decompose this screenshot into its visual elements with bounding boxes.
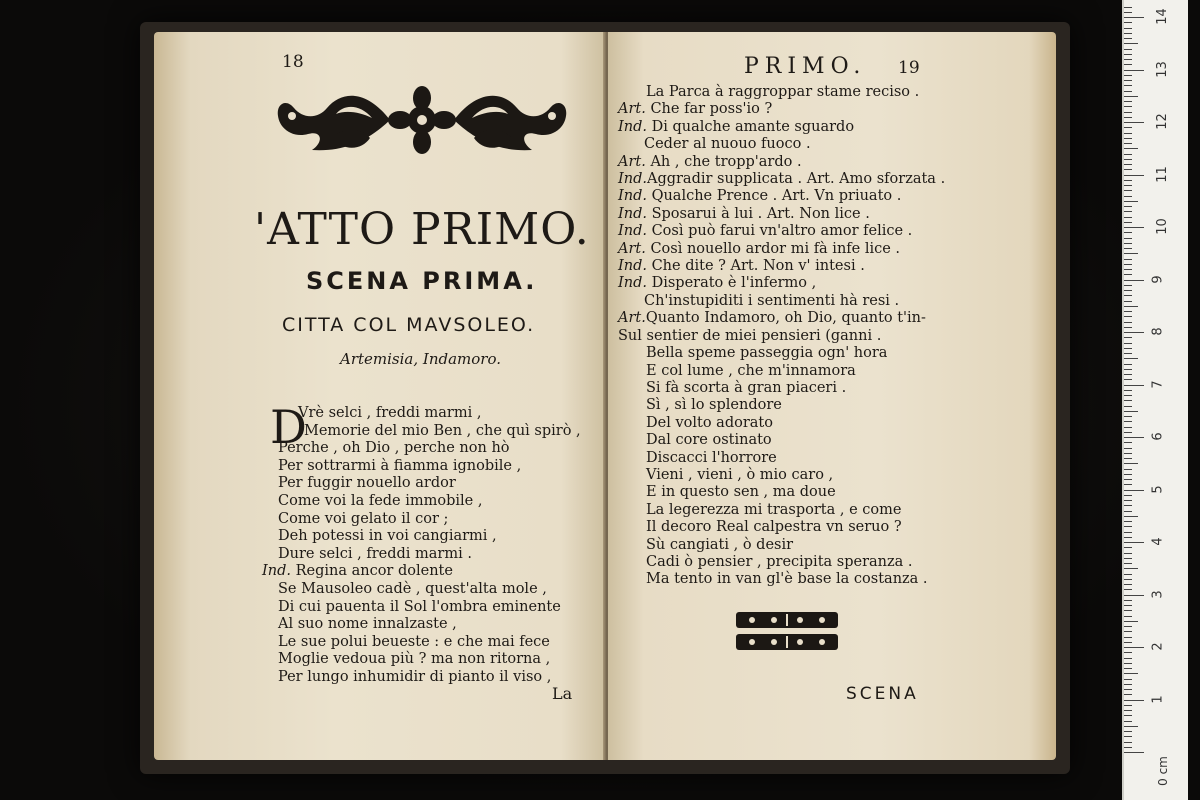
ruler-tick xyxy=(1124,469,1132,470)
ruler-tick xyxy=(1124,306,1138,307)
dialogue-line: Sì , sì lo splendore xyxy=(646,397,782,414)
ruler-tick xyxy=(1124,626,1132,627)
ruler-tick xyxy=(1124,22,1132,23)
ruler-tick xyxy=(1124,484,1132,485)
verse-line: Al suo nome innalzaste , xyxy=(278,616,457,633)
ruler-tick xyxy=(1124,7,1132,8)
dialogue-line: Ind.Aggradir supplicata . Art. Amo sforzata . xyxy=(618,171,946,188)
ruler-number: 7 xyxy=(1150,379,1166,389)
ruler-tick xyxy=(1124,196,1132,197)
ruler-tick xyxy=(1124,379,1132,380)
ruler-number: 4 xyxy=(1150,537,1166,546)
ruler-tick xyxy=(1124,679,1132,680)
ruler-tick xyxy=(1124,290,1132,291)
dialogue-line: Il decoro Real calpestra vn seruo ? xyxy=(646,519,902,536)
open-book xyxy=(140,22,1070,774)
ruler-tick xyxy=(1124,616,1132,617)
dialogue-line: Ch'instupiditi i sentimenti hà resi . xyxy=(644,292,900,309)
ruler-tick xyxy=(1124,274,1132,275)
dialogue-line: Art. Ah , che tropp'ardo . xyxy=(618,153,802,170)
ruler-tick xyxy=(1124,374,1132,375)
dialogue-line: Ind. Disperato è l'infermo , xyxy=(618,275,817,292)
ruler-tick xyxy=(1124,547,1132,548)
ruler-tick xyxy=(1124,222,1132,223)
ruler-tick xyxy=(1124,427,1132,428)
verse-line: Come voi la fede immobile , xyxy=(278,492,483,509)
ruler-number: 13 xyxy=(1154,60,1170,78)
ruler-tick xyxy=(1124,96,1138,97)
ruler-number: 1 xyxy=(1150,694,1166,704)
ruler-tick xyxy=(1124,85,1132,86)
ruler-tick xyxy=(1124,159,1132,160)
ruler-tick xyxy=(1124,185,1132,186)
ruler-tick xyxy=(1124,521,1132,522)
ruler-tick xyxy=(1124,652,1132,653)
right-catchword: SCENA xyxy=(846,684,919,704)
ruler-tick xyxy=(1124,17,1144,18)
ruler-tick xyxy=(1124,38,1132,39)
ruler-tick xyxy=(1124,243,1132,244)
ruler-tick xyxy=(1124,663,1132,664)
verse-line: Per sottrarmi à fiamma ignobile , xyxy=(278,457,522,474)
ruler-tick xyxy=(1124,12,1132,13)
verse-line: Deh potessi in voi cangiarmi , xyxy=(278,528,497,545)
ruler-tick xyxy=(1124,621,1138,622)
verse-line: Ind. Regina ancor dolente xyxy=(262,563,453,580)
ruler-tick xyxy=(1124,474,1132,475)
ruler-tick xyxy=(1124,442,1132,443)
verse-line: Per lungo inhumidir di pianto il viso , xyxy=(278,668,552,685)
ruler-tick xyxy=(1124,605,1132,606)
ruler-tick xyxy=(1124,579,1132,580)
ruler-tick xyxy=(1124,59,1132,60)
ruler-tick xyxy=(1124,295,1132,296)
dialogue-line: Si fà scorta à gran piaceri . xyxy=(646,379,847,396)
ruler-tick xyxy=(1124,610,1132,611)
ruler-tick xyxy=(1124,736,1132,737)
ruler-tick xyxy=(1124,495,1132,496)
ruler-tick xyxy=(1124,390,1132,391)
verse-line: Perche , oh Dio , perche non hò xyxy=(278,440,510,457)
ruler-tick xyxy=(1124,642,1132,643)
ruler-tick xyxy=(1124,337,1132,338)
ruler-tick xyxy=(1124,463,1138,464)
dialogue-line: Ind. Qualche Prence . Art. Vn priuato . xyxy=(618,188,902,205)
ruler-tick xyxy=(1124,563,1132,564)
ruler-tick xyxy=(1124,54,1132,55)
ruler-tick xyxy=(1124,358,1138,359)
dialogue-line: Ind. Così può farui vn'altro amor felice . xyxy=(618,223,913,240)
ruler-tick xyxy=(1124,211,1132,212)
verse-line: Dure selci , freddi marmi . xyxy=(278,545,472,562)
ruler-tick xyxy=(1124,285,1132,286)
act-title: 'ATTO PRIMO. xyxy=(254,204,590,255)
dialogue-line: Dal core ostinato xyxy=(646,432,772,449)
ruler-tick xyxy=(1124,75,1132,76)
ruler-tick xyxy=(1124,175,1144,176)
ruler-tick xyxy=(1124,558,1132,559)
ruler-tick xyxy=(1124,201,1138,202)
ruler-tick xyxy=(1124,574,1132,575)
ruler-tick xyxy=(1124,353,1132,354)
scene-setting: CITTA COL MAVSOLEO. xyxy=(282,314,536,336)
ruler-tick xyxy=(1124,406,1132,407)
ruler-tick xyxy=(1124,516,1138,517)
verse-line: Moglie vedoua più ? ma non ritorna , xyxy=(278,651,551,668)
ruler-number: 2 xyxy=(1150,642,1166,651)
dialogue-line: Vieni , vieni , ò mio caro , xyxy=(646,466,834,483)
ruler-tick xyxy=(1124,227,1144,228)
ruler-number: 12 xyxy=(1154,113,1170,130)
left-catchword: La xyxy=(552,684,573,703)
verse-line: Come voi gelato il cor ; xyxy=(278,510,449,527)
ruler-tick xyxy=(1124,700,1144,701)
drop-cap: D xyxy=(270,400,307,454)
ruler-tick xyxy=(1124,395,1132,396)
ruler-tick xyxy=(1124,364,1132,365)
characters-line: Artemisia, Indamoro. xyxy=(340,350,501,368)
ruler-tick xyxy=(1124,327,1132,328)
ruler-tick xyxy=(1124,122,1144,123)
ruler-tick xyxy=(1124,127,1132,128)
floral-ornament-icon xyxy=(272,80,572,160)
ruler-tick xyxy=(1124,705,1132,706)
ruler-tick xyxy=(1124,437,1144,438)
dialogue-block xyxy=(618,84,945,589)
ruler-tick xyxy=(1124,631,1132,632)
ruler-tick xyxy=(1124,311,1132,312)
ruler-tick xyxy=(1124,164,1132,165)
ruler-tick xyxy=(1124,479,1132,480)
ruler-number: 9 xyxy=(1150,274,1166,284)
ruler-tick xyxy=(1124,217,1132,218)
ruler-tick xyxy=(1124,421,1132,422)
dialogue-line: Art. Che far poss'io ? xyxy=(618,101,773,118)
ruler-tick xyxy=(1124,301,1132,302)
ruler-tick xyxy=(1124,280,1144,281)
ruler-tick xyxy=(1124,505,1132,506)
ruler-number: 11 xyxy=(1154,165,1170,183)
ruler-tick xyxy=(1124,710,1132,711)
ruler-tick xyxy=(1124,269,1132,270)
verse-block xyxy=(262,405,581,687)
ruler-tick xyxy=(1124,348,1132,349)
ruler-tick xyxy=(1124,511,1132,512)
ruler-tick xyxy=(1124,553,1132,554)
scene-title: SCENA PRIMA. xyxy=(306,267,538,295)
ruler-tick xyxy=(1124,448,1132,449)
verse-line: Le sue polui beueste : e che mai fece xyxy=(278,633,550,650)
ruler-tick xyxy=(1124,658,1132,659)
dialogue-line: Ceder al nuouo fuoco . xyxy=(644,136,811,153)
ruler-tick xyxy=(1124,101,1132,102)
ruler-tick xyxy=(1124,416,1132,417)
verse-line: Per fuggir nouello ardor xyxy=(278,475,456,492)
right-page xyxy=(608,32,1056,760)
left-page-number: 18 xyxy=(282,52,304,72)
dialogue-line: Art. Così nouello ardor mi fà infe lice . xyxy=(618,240,901,257)
ruler-tick xyxy=(1124,332,1144,333)
ruler-tick xyxy=(1124,106,1132,107)
ruler-tick xyxy=(1124,595,1144,596)
ruler-tick xyxy=(1124,238,1132,239)
ruler-tick xyxy=(1124,369,1132,370)
ruler-tick xyxy=(1124,600,1132,601)
dialogue-line: Discacci l'horrore xyxy=(646,449,777,466)
ruler-number: 10 xyxy=(1154,218,1170,235)
ruler-unit-label: 0 cm xyxy=(1155,756,1170,786)
ruler-tick xyxy=(1124,154,1132,155)
dialogue-line: E in questo sen , ma doue xyxy=(646,484,836,501)
ruler-tick xyxy=(1124,385,1144,386)
small-ornament-icon xyxy=(732,608,842,656)
ruler-tick xyxy=(1124,526,1132,527)
ruler-tick xyxy=(1124,684,1132,685)
dialogue-line: La legerezza mi trasporta , e come xyxy=(646,501,902,518)
ruler-number: 3 xyxy=(1150,589,1166,599)
dialogue-line: La Parca à raggroppar stame reciso . xyxy=(646,84,920,100)
left-page xyxy=(154,32,606,760)
ruler-tick xyxy=(1124,637,1132,638)
ruler-tick xyxy=(1124,70,1144,71)
ruler-tick xyxy=(1124,400,1132,401)
ruler-tick xyxy=(1124,259,1132,260)
ruler-tick xyxy=(1124,500,1132,501)
dialogue-line: Ma tento in van gl'è base la costanza . xyxy=(646,571,928,588)
ruler-tick xyxy=(1124,80,1132,81)
dialogue-line: Ind. Che dite ? Art. Non v' intesi . xyxy=(618,258,865,275)
dialogue-line: Bella speme passeggia ogn' hora xyxy=(646,345,888,362)
dialogue-line: Del volto adorato xyxy=(646,414,773,431)
ruler-tick xyxy=(1124,432,1132,433)
ruler-tick xyxy=(1124,316,1132,317)
ruler-tick xyxy=(1124,206,1132,207)
ruler-tick xyxy=(1124,490,1144,491)
ruler-tick xyxy=(1124,133,1132,134)
dialogue-line: Sù cangiati , ò desir xyxy=(646,536,794,553)
measurement-ruler xyxy=(1122,0,1188,800)
ruler-tick xyxy=(1124,180,1132,181)
ruler-tick xyxy=(1124,542,1144,543)
dialogue-line: Ind. Sposarui à lui . Art. Non lice . xyxy=(618,205,870,222)
dialogue-line: Cadi ò pensier , precipita speranza . xyxy=(646,553,913,570)
verse-line: Di cui pauenta il Sol l'ombra eminente xyxy=(278,598,561,615)
ruler-tick xyxy=(1124,28,1132,29)
ruler-tick xyxy=(1124,721,1132,722)
ruler-number: 5 xyxy=(1150,484,1166,494)
ruler-tick xyxy=(1124,112,1132,113)
dialogue-line: Sul sentier de miei pensieri (ganni . xyxy=(618,327,882,344)
ruler-tick xyxy=(1124,673,1138,674)
ruler-tick xyxy=(1124,647,1144,648)
ruler-tick xyxy=(1124,668,1132,669)
running-head: PRIMO. xyxy=(744,54,867,79)
ruler-tick xyxy=(1124,742,1132,743)
ruler-tick xyxy=(1124,589,1132,590)
ruler-tick xyxy=(1124,64,1132,65)
ruler-tick xyxy=(1124,322,1132,323)
ruler-tick xyxy=(1124,117,1132,118)
ruler-tick xyxy=(1124,232,1132,233)
ruler-tick xyxy=(1124,169,1132,170)
ruler-tick xyxy=(1124,411,1138,412)
ruler-number: 6 xyxy=(1150,432,1166,441)
ruler-tick xyxy=(1124,458,1132,459)
ruler-tick xyxy=(1124,752,1144,753)
ruler-tick xyxy=(1124,248,1132,249)
ruler-number: 8 xyxy=(1150,327,1166,336)
ruler-tick xyxy=(1124,264,1132,265)
ruler-tick xyxy=(1124,343,1132,344)
ruler-tick xyxy=(1124,49,1132,50)
ruler-tick xyxy=(1124,33,1132,34)
ruler-tick xyxy=(1124,253,1138,254)
ruler-tick xyxy=(1124,731,1132,732)
ruler-tick xyxy=(1124,568,1138,569)
ruler-tick xyxy=(1124,91,1132,92)
ruler-tick xyxy=(1124,537,1132,538)
ruler-tick xyxy=(1124,747,1132,748)
verse-line: Vrè selci , freddi marmi , xyxy=(298,405,482,421)
ruler-tick xyxy=(1124,726,1138,727)
ruler-tick xyxy=(1124,453,1132,454)
ruler-number: 14 xyxy=(1154,8,1170,25)
ruler-tick xyxy=(1124,584,1132,585)
ruler-tick xyxy=(1124,138,1132,139)
dialogue-line: Art.Quanto Indamoro, oh Dio, quanto t'in- xyxy=(618,310,926,327)
ruler-tick xyxy=(1124,190,1132,191)
ruler-tick xyxy=(1124,715,1132,716)
dialogue-line: E col lume , che m'innamora xyxy=(646,362,856,379)
ruler-tick xyxy=(1124,148,1138,149)
dialogue-line: Ind. Di qualche amante sguardo xyxy=(618,118,855,135)
ruler-tick xyxy=(1124,143,1132,144)
ruler-tick xyxy=(1124,43,1138,44)
ruler-tick xyxy=(1124,694,1132,695)
verse-line: Se Mausoleo cadè , quest'alta mole , xyxy=(278,580,547,597)
ruler-tick xyxy=(1124,689,1132,690)
verse-line: Memorie del mio Ben , che quì spirò , xyxy=(304,422,581,439)
ruler-tick xyxy=(1124,532,1132,533)
right-page-number: 19 xyxy=(898,58,920,78)
